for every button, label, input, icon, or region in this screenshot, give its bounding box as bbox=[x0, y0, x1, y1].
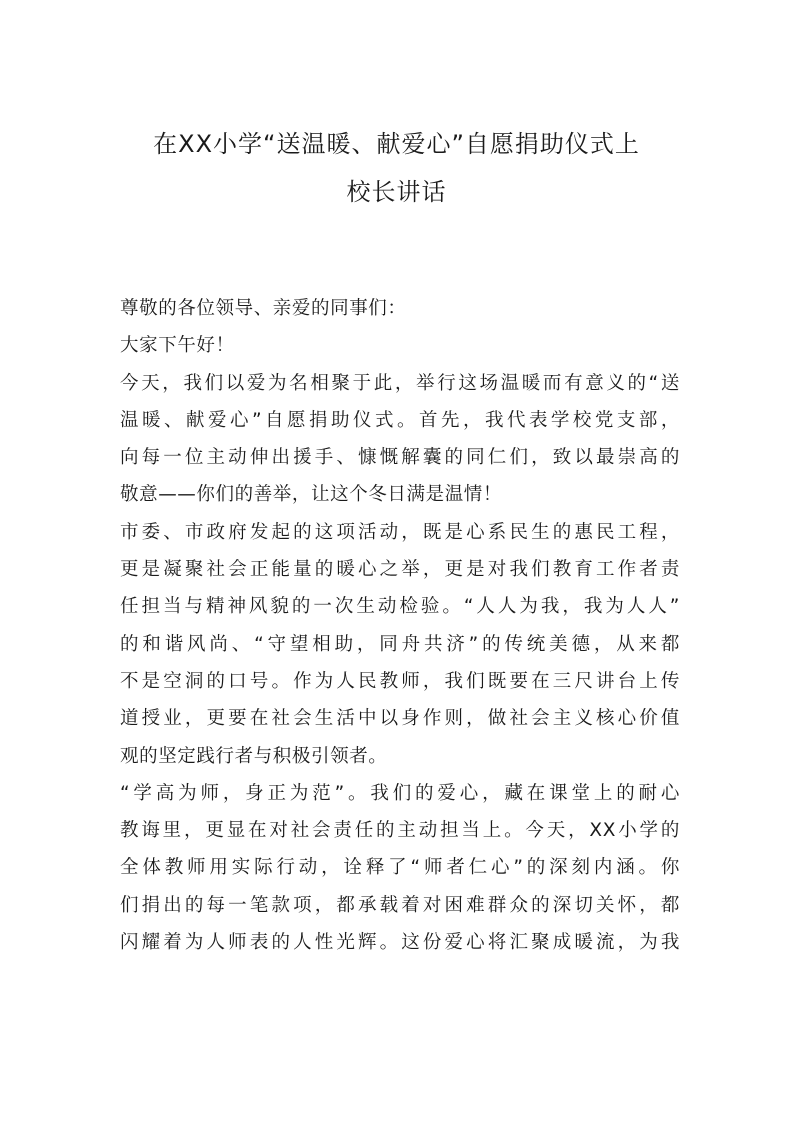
body-line: 敬意——你们的善举，让这个冬日满是温情！ bbox=[120, 484, 503, 506]
body-line: 们捐出的每一笔款项，都承载着对困难群众的深切关怀，都 bbox=[120, 894, 680, 916]
body-line: 闪耀着为人师表的人性光辉。这份爱心将汇聚成暖流，为我 bbox=[120, 932, 680, 954]
document-title-line-2: 校长讲话 bbox=[346, 178, 447, 206]
greeting: 大家下午好！ bbox=[120, 335, 235, 357]
body-line: 的和谐风尚、“守望相助，同舟共济”的传统美德，从来都 bbox=[120, 633, 680, 655]
body-line: 观的坚定践行者与积极引领者。 bbox=[120, 745, 388, 767]
body-line: 向每一位主动伸出援手、慷慨解囊的同仁们，致以最崇高的 bbox=[120, 447, 680, 469]
body-line: 任担当与精神风貌的一次生动检验。“人人为我，我为人人” bbox=[120, 596, 680, 618]
body-line: 市委、市政府发起的这项活动，既是心系民生的惠民工程， bbox=[120, 521, 680, 543]
body-line: 教诲里，更显在对社会责任的主动担当上。今天，XX小学的 bbox=[120, 820, 680, 842]
body-line: 更是凝聚社会正能量的暖心之举，更是对我们教育工作者责 bbox=[120, 559, 680, 581]
body-line: 不是空洞的口号。作为人民教师，我们既要在三尺讲台上传 bbox=[120, 670, 680, 692]
body-line: 温暖、献爱心”自愿捐助仪式。首先，我代表学校党支部， bbox=[120, 409, 680, 431]
body-line: 全体教师用实际行动，诠释了“师者仁心”的深刻内涵。你 bbox=[120, 857, 680, 879]
document-body bbox=[120, 290, 680, 961]
body-line: 道授业，更要在社会生活中以身作则，做社会主义核心价值 bbox=[120, 708, 680, 730]
body-line: “学高为师，身正为范”。我们的爱心，藏在课堂上的耐心 bbox=[120, 782, 680, 804]
body-line: 今天，我们以爱为名相聚于此，举行这场温暖而有意义的“送 bbox=[120, 372, 680, 394]
salutation: 尊敬的各位领导、亲爱的同事们： bbox=[120, 298, 407, 319]
document-title-line-1: 在XX小学“送温暖、献爱心”自愿捐助仪式上 bbox=[153, 130, 640, 158]
